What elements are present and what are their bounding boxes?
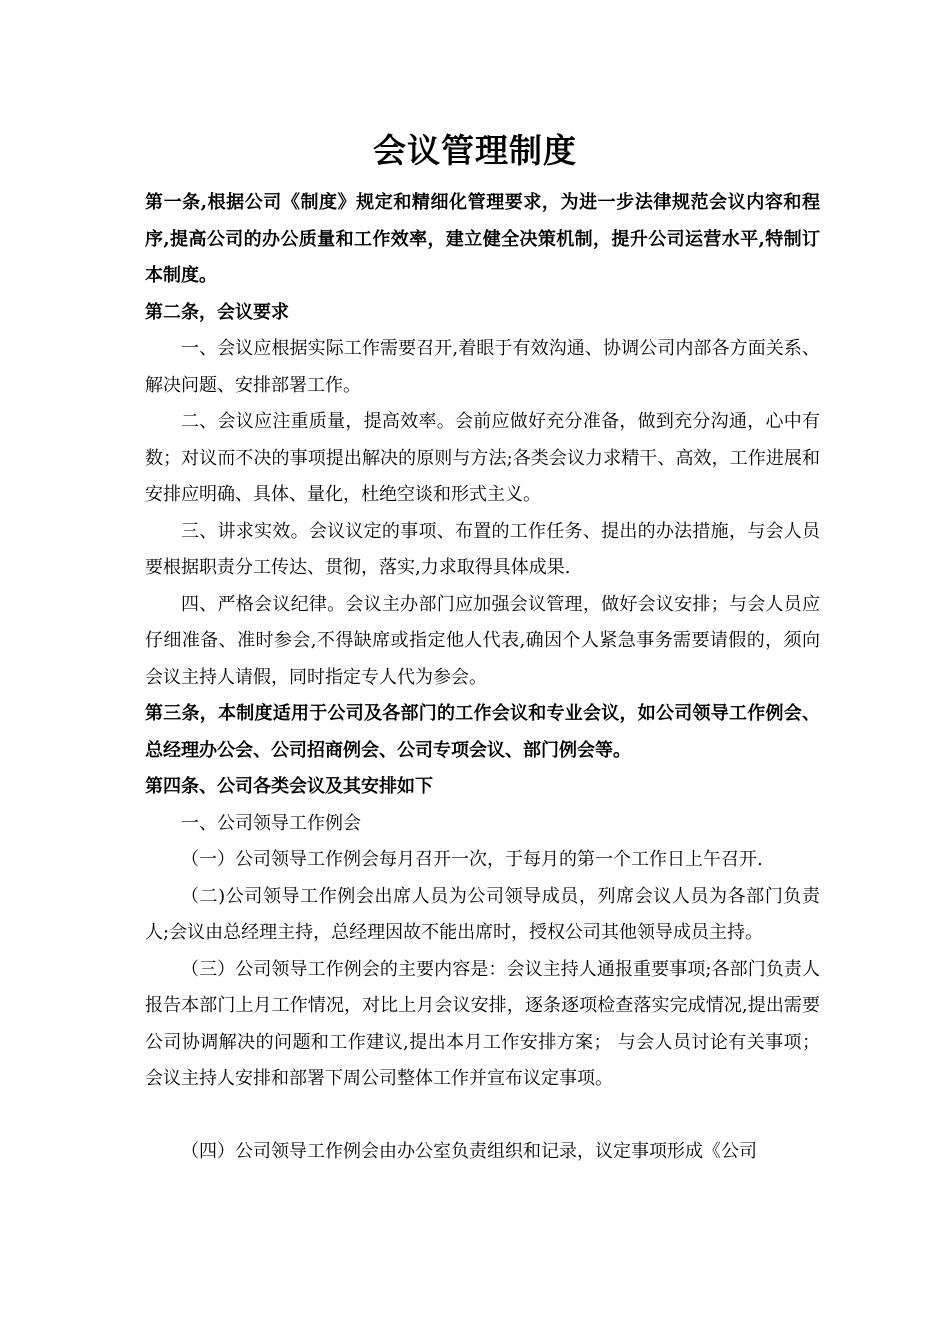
article-3: 第三条，本制度适用于公司及各部门的工作会议和专业会议，如公司领导工作例会、总经理办公会、公司招商例会、公司专项会议、部门例会等。: [145, 703, 820, 761]
article-4-section-1-a: （一）公司领导工作例会每月召开一次，于每月的第一个工作日上午召开.: [181, 849, 763, 870]
article-2-item-3: 三、讲求实效。会议议定的事项、布置的工作任务、提出的办法措施，与会人员要根据职责分工传达、贯彻，落实,力求取得具体成果.: [145, 520, 820, 578]
document-title: 会议管理制度: [373, 131, 577, 170]
article-2-heading: 第二条，会议要求: [145, 301, 289, 323]
article-4-section-1: 一、公司领导工作例会: [181, 812, 361, 834]
document-body: [145, 185, 820, 1170]
article-4-section-1-c: （三）公司领导工作例会的主要内容是：会议主持人通报重要事项;各部门负责人报告本部门上月工作情况，对比上月会议安排，逐条逐项检查落实完成情况,提出需要公司协调解决的问题和工作建议,提出本月工作安排方案； 与会人员讨论有关事项；会议主持人安排和部署下周公司整体工作并宣布议定事项。: [145, 958, 820, 1089]
article-2-item-1: 一、会议应根据实际工作需要召开,着眼于有效沟通、协调公司内部各方面关系、解决问题、安排部署工作。: [145, 338, 820, 396]
article-2-item-2: 二、会议应注重质量，提高效率。会前应做好充分准备，做到充分沟通，心中有数；对议而不决的事项提出解决的原则与方法;各类会议力求精干、高效，工作进展和安排应明确、具体、量化，杜绝空谈和形式主义。: [145, 411, 820, 505]
article-1: 第一条,根据公司《制度》规定和精细化管理要求，为进一步法律规范会议内容和程序,提高公司的办公质量和工作效率，建立健全决策机制，提升公司运营水平,特制订本制度。: [145, 192, 820, 286]
article-4-heading: 第四条、公司各类会议及其安排如下: [145, 776, 433, 797]
article-4-section-1-b: （二)公司领导工作例会出席人员为公司领导成员，列席会议人员为各部门负责人;会议由总经理主持，总经理因故不能出席时，授权公司其他领导成员主持。: [145, 885, 820, 943]
article-4-section-1-d: （四）公司领导工作例会由办公室负责组织和记录，议定事项形成《公司: [181, 1140, 757, 1162]
article-2-item-4: 四、严格会议纪律。会议主办部门应加强会议管理，做好会议安排；与会人员应仔细准备、准时参会,不得缺席或指定他人代表,确因个人紧急事务需要请假的，须向会议主持人请假，同时指定专人代为参会。: [145, 593, 820, 688]
